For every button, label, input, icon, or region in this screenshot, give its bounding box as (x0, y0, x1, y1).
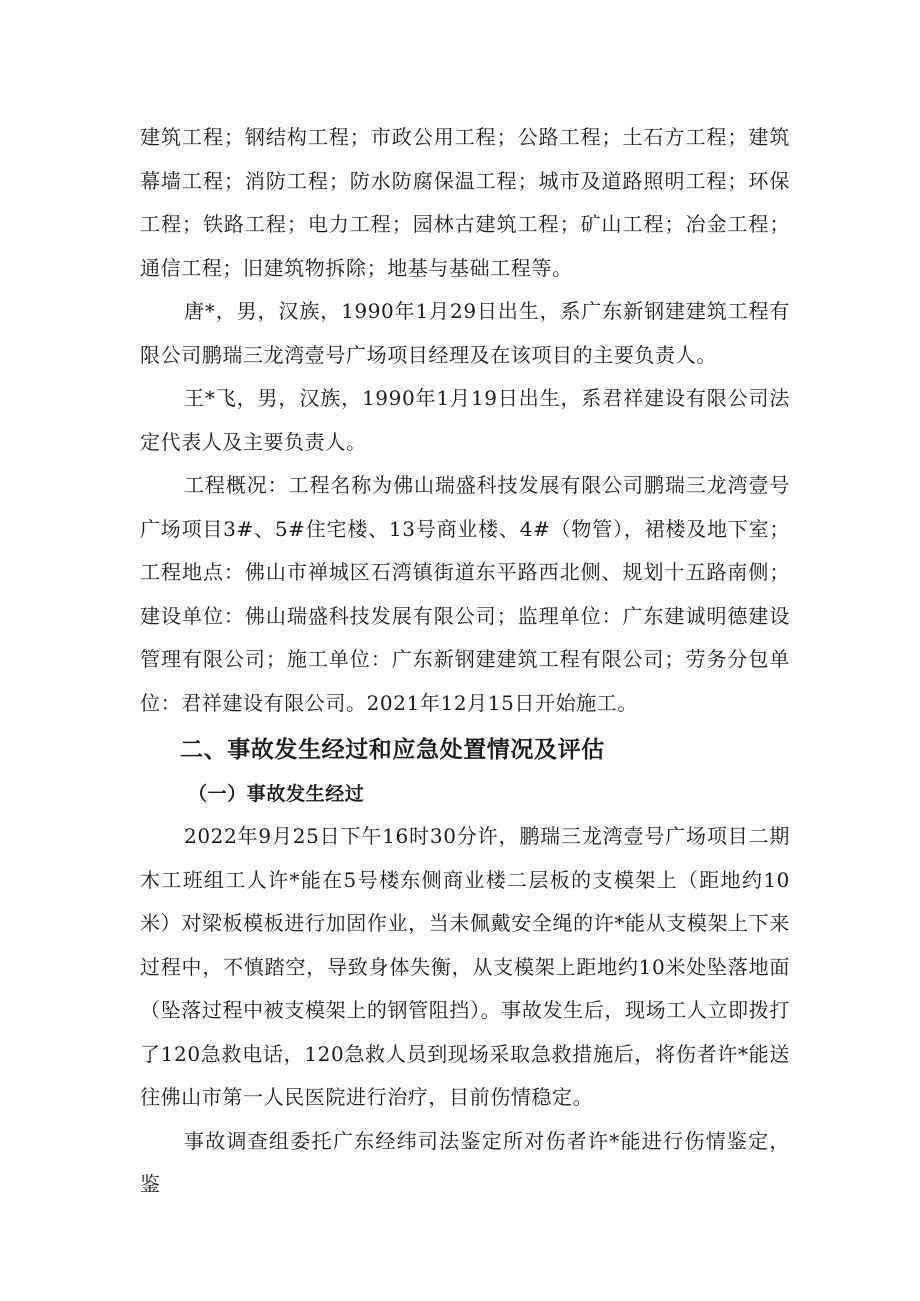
paragraph-project-overview: 工程概况：工程名称为佛山瑞盛科技发展有限公司鹏瑞三龙湾壹号广场项目3#、5#住宅楼、13号商业楼、4#（物管），裙楼及地下室；工程地点：佛山市禅城区石湾镇街道东平路西北侧、规划十五路南侧；建设单位：佛山瑞盛科技发展有限公司；监理单位：广东建诚明德建设管理有限公司；施工单位：广东新钢建建筑工程有限公司；劳务分包单位：君祥建设有限公司。2021年12月15日开始施工。 (140, 473, 790, 715)
document-page (140, 116, 790, 1207)
paragraph-qualification-scope: 建筑工程；钢结构工程；市政公用工程；公路工程；土石方工程；建筑幕墙工程；消防工程；防水防腐保温工程；城市及道路照明工程；环保工程；铁路工程；电力工程；园林古建筑工程；矿山工程；冶金工程；通信工程；旧建筑物拆除；地基与基础工程等。 (140, 125, 790, 280)
section-heading: 二、事故发生经过和应急处置情况及评估 (180, 737, 605, 763)
paragraph-project-manager: 唐*，男，汉族，1990年1月29日出生，系广东新钢建建筑工程有限公司鹏瑞三龙湾壹号广场项目经理及在该项目的主要负责人。 (140, 299, 790, 367)
paragraph-accident-process: 2022年9月25日下午16时30分许，鹏瑞三龙湾壹号广场项目二期木工班组工人许*能在5号楼东侧商业楼二层板的支模架上（距地约10米）对梁板模板进行加固作业，当未佩戴安全绳的许*能从支模架上下来过程中，不慎踏空，导致身体失衡，从支模架上距地约10米处坠落地面（坠落过程中被支模架上的钢管阻挡）。事故发生后，现场工人立即拨打了120急救电话，120急救人员到现场采取急救措施后，将伤者许*能送往佛山市第一人民医院进行治疗，目前伤情稳定。 (140, 824, 790, 1109)
paragraph-legal-representative: 王*飞，男，汉族，1990年1月19日出生，系君祥建设有限公司法定代表人及主要负责人。 (140, 386, 790, 454)
paragraph-injury-appraisal: 事故调查组委托广东经纬司法鉴定所对伤者许*能进行伤情鉴定，鉴 (140, 1128, 790, 1196)
subsection-heading: （一）事故发生经过 (188, 783, 365, 805)
